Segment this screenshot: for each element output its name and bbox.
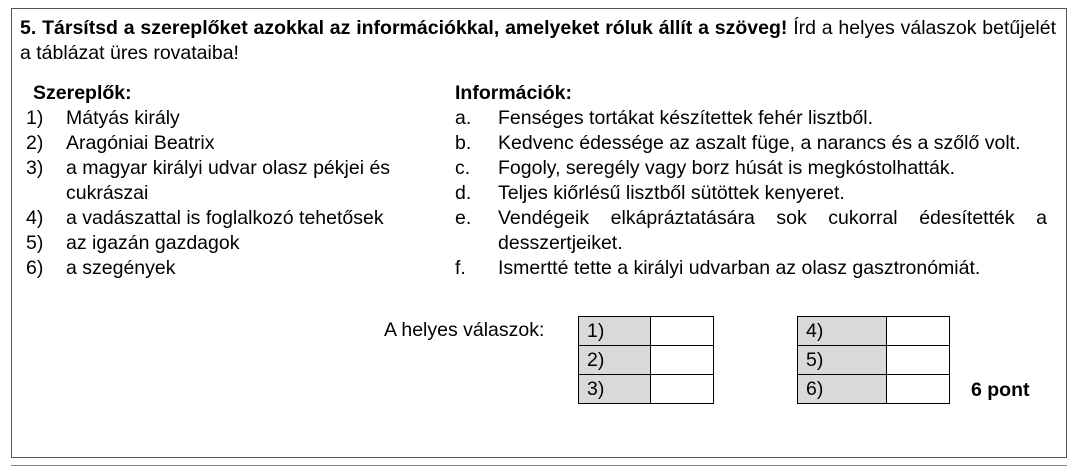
information-column — [455, 81, 1047, 281]
character-number: 2) — [26, 132, 44, 154]
information-text: Ismertté tette a királyi udvarban az olasz gasztronómiát. — [498, 257, 981, 279]
information-letter: f. — [455, 257, 466, 279]
bottom-rule — [11, 465, 1067, 466]
answer-table-left — [578, 316, 714, 404]
information-text: Kedvenc édessége az aszalt füge, a narancs és a szőlő volt. — [498, 132, 1021, 154]
answer-row-label: 2) — [579, 346, 651, 375]
information-letter: d. — [455, 182, 472, 204]
information-text: Fenséges tortákat készítettek fehér lisztből. — [498, 107, 874, 129]
character-number: 1) — [26, 107, 44, 129]
character-item — [26, 156, 438, 206]
character-text: a szegények — [66, 257, 176, 279]
answer-row — [579, 346, 714, 375]
answer-row — [579, 317, 714, 346]
points-label: 6 pont — [971, 379, 1030, 401]
character-number: 4) — [26, 207, 44, 229]
task-instruction-rest: Írd a helyes válaszok betűjelét a táblázat üres rovataiba! — [20, 17, 1057, 64]
character-number: 5) — [26, 232, 44, 254]
answer-table-right — [797, 316, 950, 404]
answer-row — [579, 375, 714, 404]
character-number: 3) — [26, 157, 44, 179]
character-text: a vadászattal is foglalkozó tehetősek — [66, 207, 384, 229]
answer-row-label: 3) — [579, 375, 651, 404]
answer-row-label: 6) — [798, 375, 887, 404]
character-item — [26, 206, 438, 231]
answer-box[interactable] — [887, 346, 950, 375]
answer-box[interactable] — [651, 375, 714, 404]
characters-column — [26, 81, 438, 281]
character-text: a magyar királyi udvar olasz pékjei és cukrászai — [66, 157, 391, 204]
information-text: Fogoly, seregély vagy borz húsát is megkóstolhatták. — [498, 157, 956, 179]
answer-box[interactable] — [651, 346, 714, 375]
information-item — [455, 181, 1047, 206]
task-instruction-bold: Társítsd a szereplőket azokkal az információkkal, amelyeket róluk állít a szöveg! — [42, 17, 788, 39]
character-text: az igazán gazdagok — [66, 232, 240, 254]
answer-box[interactable] — [887, 317, 950, 346]
information-item — [455, 206, 1047, 256]
answer-box[interactable] — [887, 375, 950, 404]
answer-row — [798, 317, 950, 346]
information-letter: b. — [455, 132, 472, 154]
information-item — [455, 131, 1047, 156]
task-number: 5. — [20, 17, 37, 39]
character-item — [26, 256, 438, 281]
answer-row — [798, 346, 950, 375]
task-instruction — [20, 16, 1056, 66]
character-item — [26, 231, 438, 256]
character-text: Aragóniai Beatrix — [66, 132, 215, 154]
character-text: Mátyás király — [66, 107, 180, 129]
information-text: Vendégeik elkápráztatására sok cukorral édesítették a desszertjeiket. — [498, 207, 1047, 254]
information-item — [455, 156, 1047, 181]
information-letter: a. — [455, 107, 472, 129]
information-item — [455, 106, 1047, 131]
information-text: Teljes kiőrlésű lisztből sütöttek kenyeret. — [498, 182, 845, 204]
answers-label: A helyes válaszok: — [384, 319, 545, 341]
character-number: 6) — [26, 257, 44, 279]
information-heading: Információk: — [455, 82, 573, 104]
answer-box[interactable] — [651, 317, 714, 346]
answer-row — [798, 375, 950, 404]
answer-row-label: 1) — [579, 317, 651, 346]
answer-row-label: 5) — [798, 346, 887, 375]
character-item — [26, 131, 438, 156]
answer-row-label: 4) — [798, 317, 887, 346]
character-item — [26, 106, 438, 131]
information-letter: e. — [455, 207, 472, 229]
characters-heading: Szereplők: — [33, 82, 132, 104]
information-item — [455, 256, 1047, 281]
information-letter: c. — [455, 157, 471, 179]
